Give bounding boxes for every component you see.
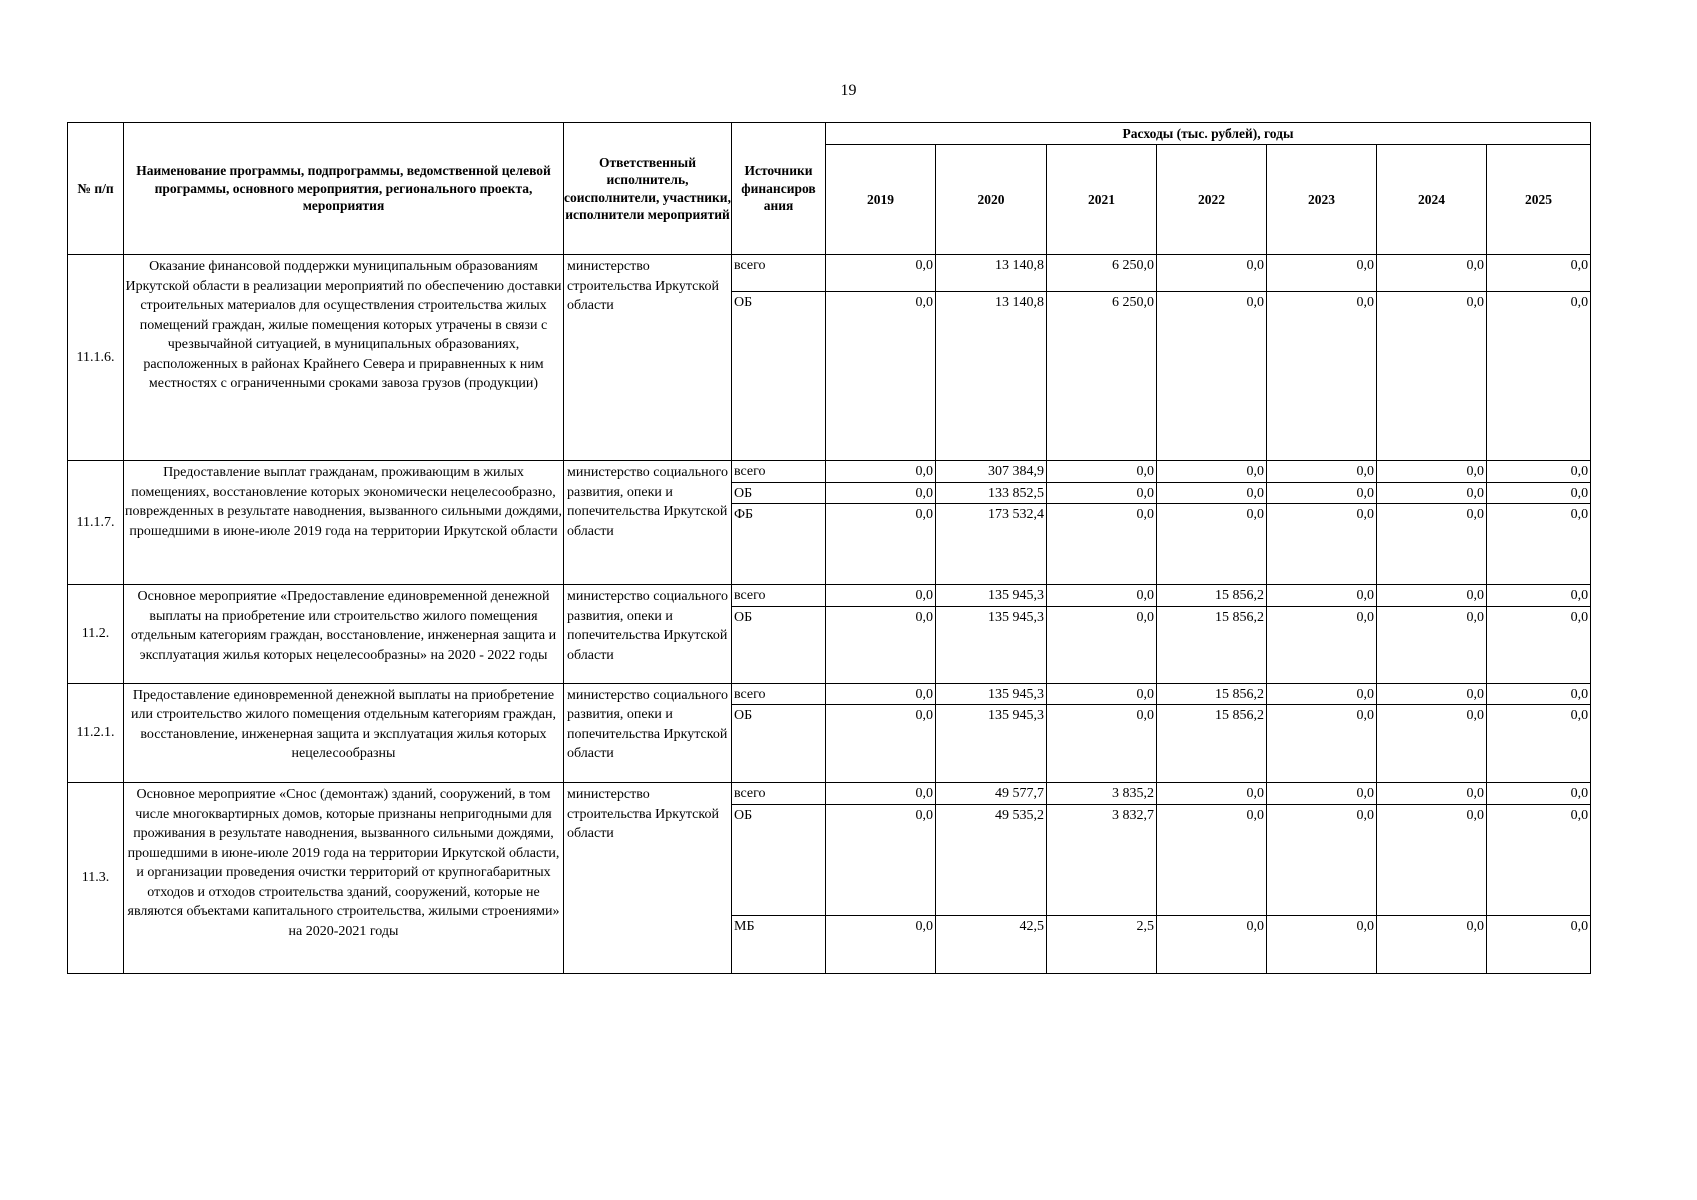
value-cell: 0,0 [826, 255, 936, 292]
value-cell: 0,0 [826, 783, 936, 805]
value-cell: 0,0 [1267, 292, 1377, 461]
value-cell: 0,0 [1377, 292, 1487, 461]
value-cell: 0,0 [1157, 461, 1267, 483]
table-row [68, 585, 1591, 607]
funding-source: всего [732, 461, 826, 483]
value-cell: 0,0 [826, 804, 936, 915]
section-name: Предоставление единовременной денежной выплаты на приобретение или строительство жилого помещения отдельным категориям граждан, восстановление, инженерная защита и эксплуатация жилья которых нецелесообразны [124, 683, 564, 783]
value-cell: 135 945,3 [936, 585, 1047, 607]
section-responsible: министерство строительства Иркутской области [564, 255, 732, 461]
value-cell: 0,0 [826, 915, 936, 973]
value-cell: 0,0 [1377, 255, 1487, 292]
funding-source: всего [732, 255, 826, 292]
value-cell: 0,0 [1487, 915, 1591, 973]
value-cell: 15 856,2 [1157, 606, 1267, 683]
header-year: 2019 [826, 145, 936, 255]
header-name: Наименование программы, подпрограммы, ведомственной целевой программы, основного мероприятия, регионального проекта, мероприятия [124, 123, 564, 255]
value-cell: 0,0 [1377, 804, 1487, 915]
value-cell: 0,0 [1487, 292, 1591, 461]
value-cell: 0,0 [1267, 915, 1377, 973]
value-cell: 0,0 [1267, 585, 1377, 607]
value-cell: 49 535,2 [936, 804, 1047, 915]
value-cell: 0,0 [1487, 705, 1591, 783]
section-name: Основное мероприятие «Снос (демонтаж) зданий, сооружений, в том числе многоквартирных домов, которые признаны непригодными для проживания в результате наводнения, вызванного сильными дождями, прошедшими в июне-июле 2019 года на территории Иркутской области, и организации проведения очистки территорий от крупногабаритных отходов и отходов строительства зданий, сооружений, которые не являются объектами капитального строительства, жилыми строениями» на 2020-2021 годы [124, 783, 564, 974]
value-cell: 49 577,7 [936, 783, 1047, 805]
header-year: 2025 [1487, 145, 1591, 255]
value-cell: 0,0 [826, 461, 936, 483]
value-cell: 0,0 [1377, 482, 1487, 504]
value-cell: 0,0 [1487, 461, 1591, 483]
value-cell: 0,0 [1157, 804, 1267, 915]
table-row [68, 255, 1591, 292]
value-cell: 0,0 [1047, 585, 1157, 607]
funding-source: ОБ [732, 606, 826, 683]
funding-source: ФБ [732, 504, 826, 585]
section-num: 11.2.1. [68, 683, 124, 783]
header-num: № п/п [68, 123, 124, 255]
section-responsible: министерство социального развития, опеки и попечительства Иркутской области [564, 585, 732, 684]
value-cell: 0,0 [826, 504, 936, 585]
value-cell: 6 250,0 [1047, 255, 1157, 292]
header-source: Источники финансиров ания [732, 123, 826, 255]
value-cell: 0,0 [1487, 804, 1591, 915]
value-cell: 3 832,7 [1047, 804, 1157, 915]
value-cell: 15 856,2 [1157, 683, 1267, 705]
value-cell: 0,0 [1377, 606, 1487, 683]
header-responsible: Ответственный исполнитель, соисполнители, участники, исполнители мероприятий [564, 123, 732, 255]
value-cell: 0,0 [1487, 683, 1591, 705]
value-cell: 15 856,2 [1157, 585, 1267, 607]
page-number: 19 [840, 82, 857, 99]
section-num: 11.1.6. [68, 255, 124, 461]
value-cell: 307 384,9 [936, 461, 1047, 483]
header-expenses: Расходы (тыс. рублей), годы [826, 123, 1591, 145]
section-num: 11.2. [68, 585, 124, 684]
value-cell: 0,0 [1377, 585, 1487, 607]
funding-source: ОБ [732, 292, 826, 461]
value-cell: 0,0 [826, 292, 936, 461]
value-cell: 13 140,8 [936, 255, 1047, 292]
value-cell: 0,0 [1157, 292, 1267, 461]
value-cell: 0,0 [1377, 683, 1487, 705]
value-cell: 0,0 [826, 482, 936, 504]
value-cell: 0,0 [1157, 255, 1267, 292]
value-cell: 0,0 [1487, 783, 1591, 805]
value-cell: 0,0 [1047, 705, 1157, 783]
header-year: 2020 [936, 145, 1047, 255]
funding-source: ОБ [732, 482, 826, 504]
value-cell: 0,0 [1157, 504, 1267, 585]
section-num: 11.1.7. [68, 461, 124, 585]
value-cell: 0,0 [1267, 606, 1377, 683]
section-name: Предоставление выплат гражданам, проживающим в жилых помещениях, восстановление которых экономически нецелесообразно, поврежденных в результате наводнения, вызванного сильными дождями, прошедшими в июне-июле 2019 года на территории Иркутской области [124, 461, 564, 585]
funding-source: ОБ [732, 804, 826, 915]
value-cell: 0,0 [1047, 461, 1157, 483]
value-cell: 15 856,2 [1157, 705, 1267, 783]
value-cell: 173 532,4 [936, 504, 1047, 585]
value-cell: 0,0 [826, 683, 936, 705]
header-year: 2024 [1377, 145, 1487, 255]
value-cell: 133 852,5 [936, 482, 1047, 504]
value-cell: 0,0 [826, 585, 936, 607]
header-year: 2022 [1157, 145, 1267, 255]
section-name: Оказание финансовой поддержки муниципальным образованиям Иркутской области в реализации мероприятий по обеспечению доставки строительных материалов для осуществления строительства жилых помещений граждан, жилые помещения которых утрачены в связи с чрезвычайной ситуацией, в муниципальных образованиях, расположенных в районах Крайнего Севера и приравненных к ним местностях с ограниченными сроками завоза грузов (продукции) [124, 255, 564, 461]
value-cell: 0,0 [1047, 482, 1157, 504]
value-cell: 0,0 [1377, 915, 1487, 973]
funding-source: всего [732, 585, 826, 607]
funding-source: всего [732, 783, 826, 805]
section-responsible: министерство социального развития, опеки и попечительства Иркутской области [564, 683, 732, 783]
value-cell: 0,0 [1267, 504, 1377, 585]
value-cell: 135 945,3 [936, 683, 1047, 705]
value-cell: 0,0 [1267, 255, 1377, 292]
table-row [68, 461, 1591, 483]
section-num: 11.3. [68, 783, 124, 974]
budget-table [67, 122, 1591, 974]
value-cell: 0,0 [1267, 783, 1377, 805]
value-cell: 0,0 [1487, 504, 1591, 585]
section-responsible: министерство социального развития, опеки и попечительства Иркутской области [564, 461, 732, 585]
value-cell: 0,0 [1157, 915, 1267, 973]
value-cell: 0,0 [1267, 804, 1377, 915]
section-responsible: министерство строительства Иркутской области [564, 783, 732, 974]
value-cell: 0,0 [1267, 683, 1377, 705]
value-cell: 0,0 [1487, 255, 1591, 292]
value-cell: 0,0 [1047, 683, 1157, 705]
value-cell: 0,0 [1157, 783, 1267, 805]
value-cell: 135 945,3 [936, 606, 1047, 683]
value-cell: 6 250,0 [1047, 292, 1157, 461]
value-cell: 0,0 [826, 705, 936, 783]
value-cell: 13 140,8 [936, 292, 1047, 461]
value-cell: 0,0 [1047, 504, 1157, 585]
value-cell: 0,0 [1377, 504, 1487, 585]
funding-source: МБ [732, 915, 826, 973]
value-cell: 0,0 [1267, 705, 1377, 783]
value-cell: 2,5 [1047, 915, 1157, 973]
value-cell: 0,0 [1267, 482, 1377, 504]
table-row [68, 683, 1591, 705]
header-year: 2021 [1047, 145, 1157, 255]
section-name: Основное мероприятие «Предоставление единовременной денежной выплаты на приобретение или строительство жилого помещения отдельным категориям граждан, восстановление, инженерная защита и эксплуатация жилья которых нецелесообразны» на 2020 - 2022 годы [124, 585, 564, 684]
value-cell: 3 835,2 [1047, 783, 1157, 805]
value-cell: 0,0 [1487, 585, 1591, 607]
value-cell: 0,0 [1047, 606, 1157, 683]
funding-source: всего [732, 683, 826, 705]
header-year: 2023 [1267, 145, 1377, 255]
value-cell: 0,0 [1267, 461, 1377, 483]
value-cell: 0,0 [826, 606, 936, 683]
funding-source: ОБ [732, 705, 826, 783]
value-cell: 42,5 [936, 915, 1047, 973]
value-cell: 0,0 [1487, 606, 1591, 683]
value-cell: 0,0 [1377, 461, 1487, 483]
value-cell: 0,0 [1377, 705, 1487, 783]
table-row [68, 783, 1591, 805]
value-cell: 0,0 [1377, 783, 1487, 805]
value-cell: 0,0 [1487, 482, 1591, 504]
value-cell: 0,0 [1157, 482, 1267, 504]
value-cell: 135 945,3 [936, 705, 1047, 783]
